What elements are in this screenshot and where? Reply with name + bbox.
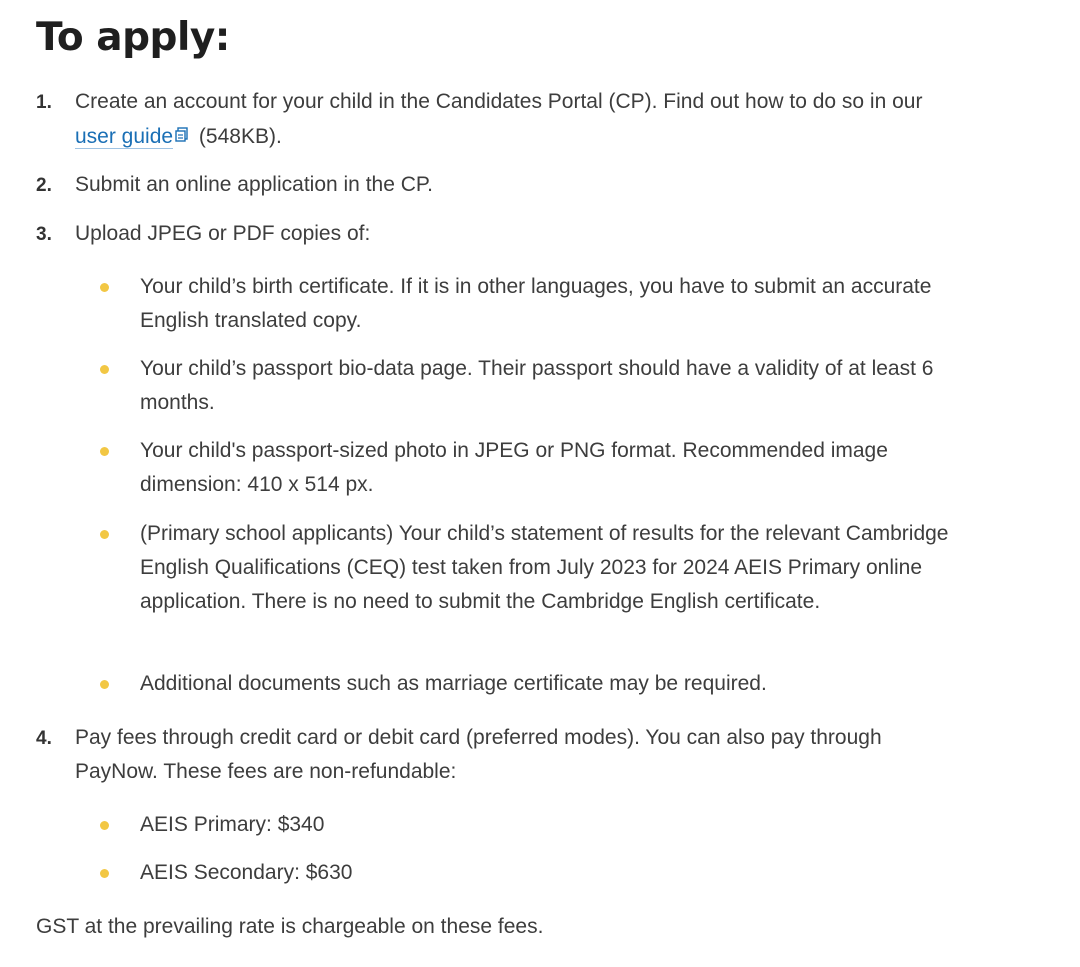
- bullet-dot: [100, 283, 109, 292]
- step-number: 4.: [36, 728, 52, 749]
- bullet-dot: [100, 530, 109, 539]
- step-4: [36, 721, 1036, 789]
- step-number: 3.: [36, 224, 52, 245]
- user-guide-link[interactable]: user guide: [75, 125, 174, 148]
- step-2: [36, 168, 1036, 202]
- list-item: Your child’s birth certificate. If it is in other languages, you have to submit an accurate English translated copy.: [36, 270, 1036, 338]
- bullet-dot: [100, 365, 109, 374]
- list-item: Your child’s passport bio-data page. Their passport should have a validity of at least 6 months.: [36, 352, 1036, 420]
- bullet-dot: [100, 869, 109, 878]
- bullet-dot: [100, 821, 109, 830]
- document-icon[interactable]: [175, 119, 189, 153]
- step-text: Upload JPEG or PDF copies of:: [75, 222, 371, 245]
- bullet-dot: [100, 447, 109, 456]
- step-1: [36, 85, 1036, 154]
- step-number: 2.: [36, 175, 52, 196]
- bullet-dot: [100, 680, 109, 689]
- step-3: [36, 217, 1036, 251]
- step-number: 1.: [36, 92, 52, 113]
- page-title: To apply:: [36, 15, 230, 60]
- step-text: Create an account for your child in the Candidates Portal (CP). Find out how to do so in our user guide (548KB).: [75, 85, 945, 154]
- step-text: Submit an online application in the CP.: [75, 173, 434, 196]
- step-text: Pay fees through credit card or debit card (preferred modes). You can also pay through PayNow. These fees are non-refundable:: [75, 726, 882, 783]
- fee-note: GST at the prevailing rate is chargeable on these fees.: [36, 915, 544, 938]
- list-item: AEIS Primary: $340: [36, 808, 1036, 842]
- list-item: (Primary school applicants) Your child’s statement of results for the relevant Cambridge English Qualifications (CEQ) test taken from July 2023 for 2024 AEIS Primary online application. There is no need to submit the Cambridge English certificate.: [36, 517, 1036, 619]
- list-item: Additional documents such as marriage certificate may be required.: [36, 667, 1036, 701]
- list-item: AEIS Secondary: $630: [36, 856, 1036, 890]
- list-item: Your child's passport-sized photo in JPEG or PNG format. Recommended image dimension: 410 x 514 px.: [36, 434, 1036, 502]
